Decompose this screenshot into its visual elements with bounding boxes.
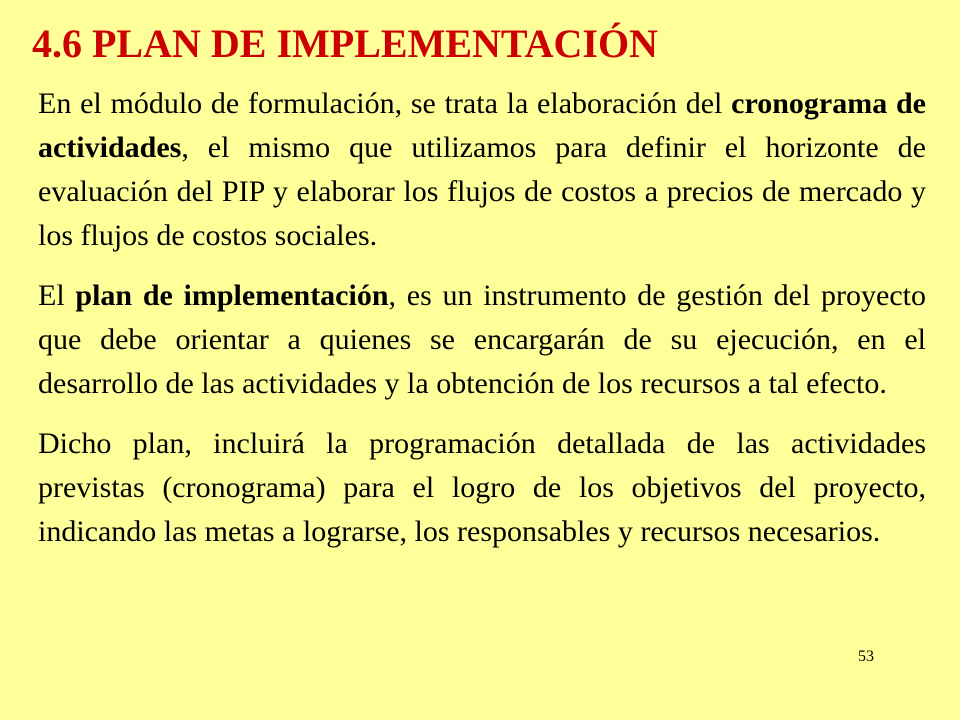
paragraph-text: , el mismo que utilizamos para definir el horizonte de evaluación del PIP y elaborar los flujos de costos a precios de mercado y los flujos de costos sociales. — [38, 131, 926, 252]
bold-term-cronograma: cronograma de actividades — [38, 87, 926, 164]
bold-term-plan: plan de implementación — [75, 279, 389, 312]
paragraph-text: En el módulo de formulación, se trata la elaboración del — [38, 87, 732, 120]
slide-title: 4.6 PLAN DE IMPLEMENTACIÓN — [32, 21, 658, 66]
slide-body — [38, 82, 926, 570]
paragraph-text: Dicho plan, incluirá la programación detallada de las actividades previstas (cronograma) para el logro de los objetivos del proyecto, indicando las metas a lograrse, los responsables y recursos necesarios. — [38, 427, 926, 548]
page-number: 53 — [858, 648, 874, 665]
paragraph-text: , es un instrumento de gestión del proyecto que debe orientar a quienes se encargarán de su ejecución, en el desarrollo de las actividades y la obtención de los recursos a tal efecto. — [38, 279, 926, 400]
paragraph-formulation — [38, 82, 926, 258]
paragraph-plan-details — [38, 422, 926, 554]
paragraph-text: El — [38, 279, 76, 312]
paragraph-implementation-plan — [38, 274, 926, 406]
